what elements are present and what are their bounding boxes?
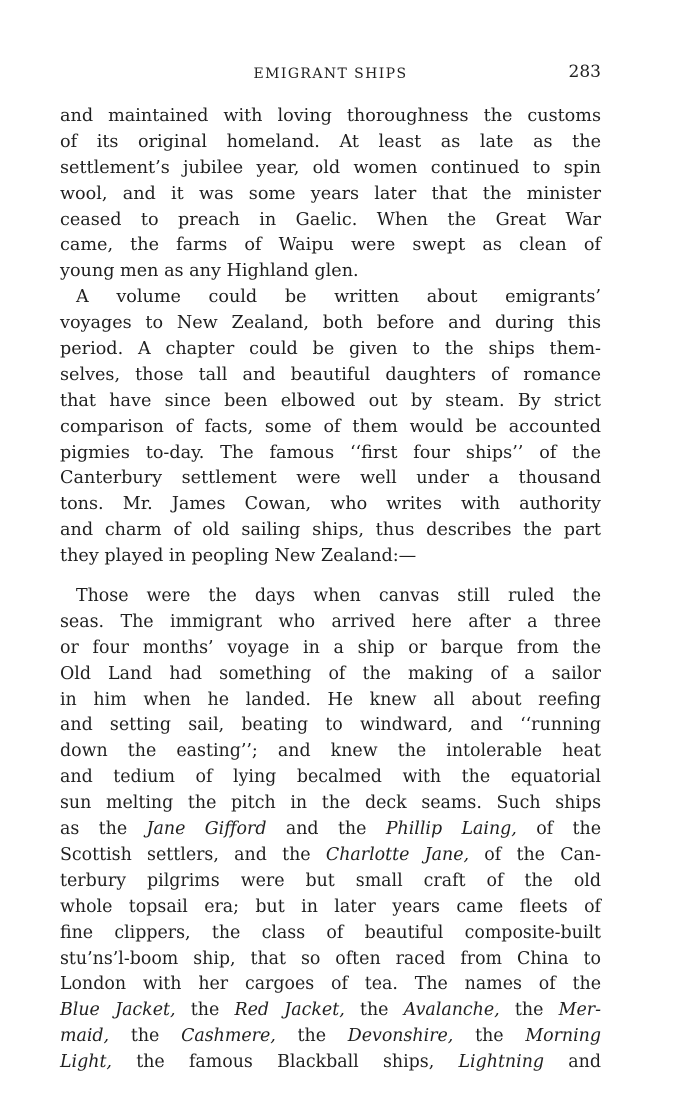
quote-line: and setting sail, beating to windward, and ‘‘running [60, 715, 601, 736]
ship-name: Blue Jacket, [60, 1000, 176, 1021]
text-line: tons. Mr. James Cowan, who writes with authority [60, 494, 601, 515]
quote-line: or four months’ voyage in a ship or barque from the [60, 637, 601, 658]
text-run: the [175, 1000, 235, 1021]
page-number: 283 [568, 62, 601, 82]
ship-name: Morning [525, 1026, 602, 1047]
quote-line: terbury pilgrims were but small craft of the old [60, 870, 601, 891]
quote-line [60, 1024, 601, 1050]
ship-name: Mer- [558, 1000, 601, 1021]
ship-name: Lightning [458, 1052, 545, 1073]
text-run: of the Can- [469, 844, 601, 865]
text-run: of the [516, 819, 601, 840]
quote-line [60, 843, 601, 869]
quote-line: stu’ns’l-boom ship, that so often raced from China to [60, 948, 601, 969]
text-line: A volume could be written about emigrants’ [76, 287, 601, 308]
text-line: pigmies to-day. The famous ‘‘first four ships’’ of the [60, 442, 601, 463]
text-run: the [499, 1000, 559, 1021]
text-line: young men as any Highland glen. [60, 261, 359, 282]
ship-name: Red Jacket, [234, 1000, 345, 1021]
ship-name: Jane Gifford [146, 819, 267, 840]
book-page [60, 58, 601, 1076]
ship-name: maid, [60, 1026, 110, 1047]
quote-line: whole topsail era; but in later years came fleets of [60, 896, 601, 917]
ship-name: Cashmere, [181, 1026, 276, 1047]
text-line: they played in peopling New Zealand:— [60, 546, 417, 567]
text-line: that have since been elbowed out by steam. By strict [60, 390, 601, 411]
text-run: the [344, 1000, 404, 1021]
page-header [60, 58, 601, 88]
text-line: selves, those tall and beautiful daughters of romance [60, 364, 601, 385]
quote-line [60, 1050, 601, 1076]
ship-name: Avalanche, [403, 1000, 500, 1021]
quote-line: seas. The immigrant who arrived here after a three [60, 611, 601, 632]
text-run: and the [266, 819, 386, 840]
text-line: voyages to New Zealand, both before and during this [60, 313, 601, 334]
quote-line: in him when he landed. He knew all about reefing [60, 689, 601, 710]
text-line: settlement’s jubilee year, old women continued to spin [60, 157, 601, 178]
quote-line: Those were the days when canvas still ruled the [76, 586, 601, 607]
quote-line [60, 817, 601, 843]
text-line: ceased to preach in Gaelic. When the Great War [60, 209, 601, 230]
quote-line [60, 998, 601, 1024]
text-run: the famous Blackball ships, [111, 1052, 459, 1073]
text-line: wool, and it was some years later that the minister [60, 183, 601, 204]
text-run: the [275, 1026, 348, 1047]
quote-line: down the easting’’; and knew the intolerable heat [60, 741, 601, 762]
text-line: and maintained with loving thoroughness the customs [60, 106, 601, 126]
text-line: period. A chapter could be given to the ships them- [60, 339, 601, 360]
ship-name: Devonshire, [347, 1026, 454, 1047]
ship-name: Light, [60, 1052, 112, 1073]
quote-line: Old Land had something of the making of a sailor [60, 663, 601, 684]
text-run: the [109, 1026, 182, 1047]
text-run: Scottish settlers, and the [60, 844, 326, 865]
running-head: EMIGRANT SHIPS [253, 66, 408, 82]
block-quote [60, 584, 601, 1076]
paragraph-1 [60, 104, 601, 285]
text-run: as the [60, 819, 147, 840]
text-run: and [544, 1052, 601, 1073]
ship-name: Phillip Laing, [385, 819, 517, 840]
text-line: Canterbury settlement were well under a thousand [60, 468, 601, 489]
quote-line: London with her cargoes of tea. The names of the [60, 974, 601, 995]
body-text [60, 104, 601, 1076]
text-line: came, the farms of Waipu were swept as clean of [60, 235, 601, 256]
quote-line: fine clippers, the class of beautiful composite-built [60, 922, 601, 943]
quote-line: sun melting the pitch in the deck seams. Such ships [60, 793, 601, 814]
text-line: and charm of old sailing ships, thus describes the part [60, 520, 601, 541]
paragraph-2 [60, 285, 601, 570]
text-line: comparison of facts, some of them would be accounted [60, 416, 601, 437]
text-run: the [453, 1026, 526, 1047]
ship-name: Charlotte Jane, [325, 844, 470, 865]
quote-line: and tedium of lying becalmed with the equatorial [60, 767, 601, 788]
text-line: of its original homeland. At least as late as the [60, 131, 601, 152]
